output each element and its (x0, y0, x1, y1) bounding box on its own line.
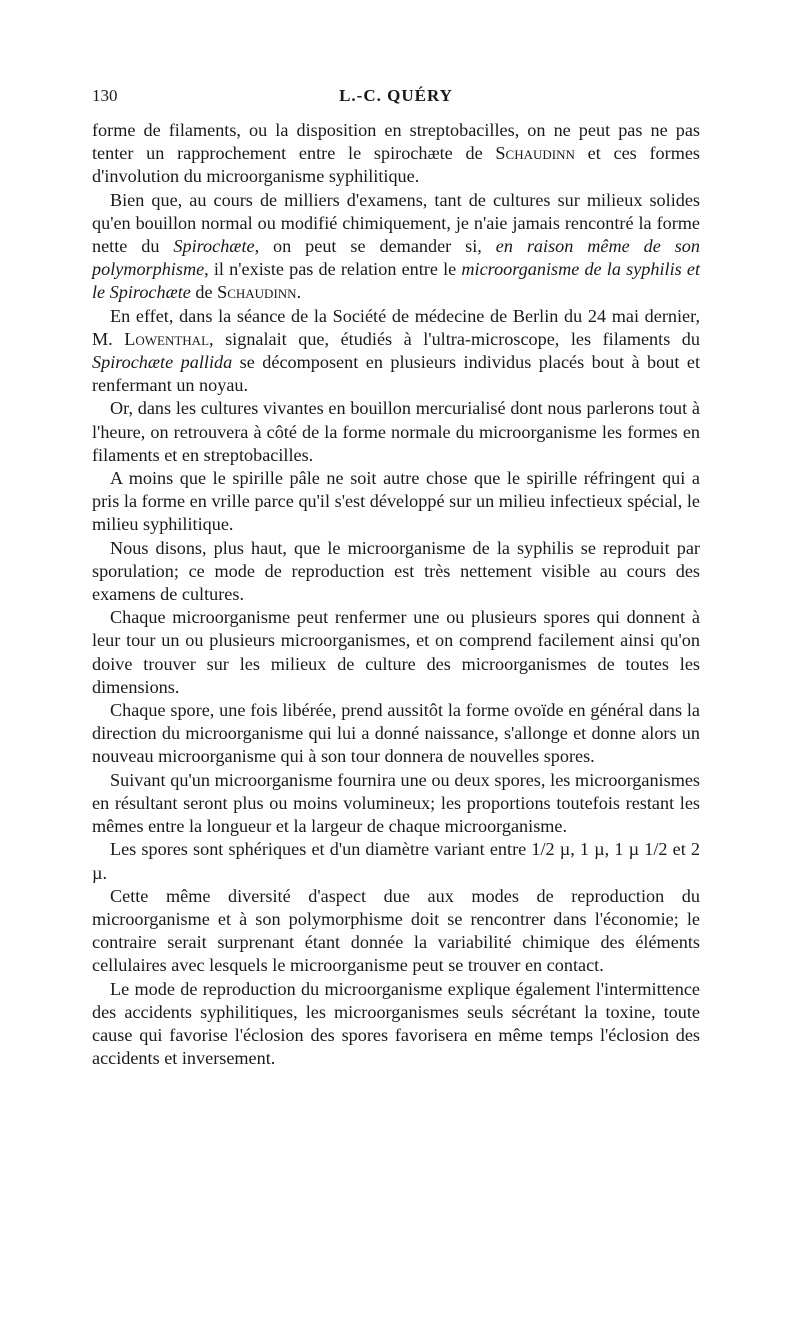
paragraph (92, 769, 700, 839)
paragraph (92, 978, 700, 1071)
italic-text: Spirochæte pallida (92, 352, 233, 373)
text-run: Cette même diversité d'aspect due aux modes de reproduction du microorganisme et à son polymorphisme doit se rencontrer dans l'économie; le contraire serait surprenant étant donnée la variabilité chimique des éléments cellulaires avec lesquels le microorganisme peut se trouver en contact. (92, 885, 700, 976)
paragraph (92, 467, 700, 537)
text-run: , on peut se demander si, (254, 236, 496, 257)
text-run: Or, dans les cultures vivantes en bouillon mercurialisé dont nous parlerons tout à l'heure, on retrouvera à côté de la forme normale du microorganisme les formes en filaments et en streptobacilles. (92, 398, 700, 465)
paragraph (92, 305, 700, 398)
text-run: forme de filaments, ou la disposition en streptobacilles, on ne peut pas ne pas tenter un rapprochement entre le spirochæte de (92, 120, 700, 164)
text-run: Suivant qu'un microorganisme fournira une ou deux spores, les microorganismes en résultant seront plus ou moins volumineux; les proportions toutefois restant les mêmes entre la longueur et la largeur de chaque microorganisme. (92, 769, 700, 837)
paragraph (92, 189, 700, 305)
page-number: 130 (92, 86, 118, 105)
body-text (92, 119, 700, 1070)
text-run: A moins que le spirille pâle ne soit autre chose que le spirille réfringent qui a pris la forme en vrille parce qu'il s'est développé sur un milieu infectieux spécial, le milieu syphilitique. (92, 468, 700, 535)
italic-text: en raison même de son polymorphisme (92, 236, 700, 280)
text-run: et ces formes d'involution du microorganisme syphilitique. (92, 143, 700, 187)
text-run: , il n'existe pas de relation entre le (204, 259, 462, 280)
paragraph (92, 606, 700, 699)
text-run: se décomposent en plusieurs individus placés bout à bout et renfermant un noyau. (92, 352, 700, 396)
small-caps-name: Schaudinn (217, 282, 297, 303)
text-run: , signalait que, étudiés à l'ultra-microscope, les filaments du (209, 328, 700, 349)
page-header (92, 86, 700, 110)
text-run: En effet, dans la séance de la Société de médecine de Berlin du 24 mai dernier, M. (92, 305, 700, 349)
text-run: Le mode de reproduction du microorganisme explique également l'intermittence des accidents syphilitiques, les microorganismes seuls sécrétant la toxine, toute cause qui favorise l'éclosion des spores favorisera en même temps l'éclosion des accidents et inversement. (92, 978, 700, 1069)
paragraph (92, 397, 700, 467)
text-run: de (190, 282, 218, 303)
text-run: Les spores sont sphériques et d'un diamètre variant entre 1/2 µ, 1 µ, 1 µ 1/2 et 2 µ. (92, 839, 700, 883)
paragraph (92, 699, 700, 769)
text-run: Bien que, au cours de milliers d'examens, tant de cultures sur milieux solides qu'en bouillon normal ou modifié chimiquement, je n'aie jamais rencontré la forme nette du (92, 189, 700, 257)
paragraph (92, 537, 700, 607)
small-caps-name: Schaudinn (495, 143, 575, 164)
small-caps-name: Lowenthal (124, 328, 210, 349)
paragraph (92, 885, 700, 978)
text-run: Chaque microorganisme peut renfermer une ou plusieurs spores qui donnent à leur tour un ou plusieurs microorganismes, et on comprend facilement ainsi qu'on doive trouver sur les milieux de culture des microorganismes de toutes les dimensions. (92, 607, 700, 697)
running-head: L.-C. QUÉRY (339, 86, 453, 105)
italic-text: microorganisme de la syphilis et le Spirochæte (92, 259, 700, 303)
text-run: Chaque spore, une fois libérée, prend aussitôt la forme ovoïde en général dans la direction du microorganisme qui lui a donné naissance, s'allonge et donne alors un nouveau microorganisme qui à son tour donnera de nouvelles spores. (92, 700, 700, 767)
paragraph (92, 838, 700, 884)
text-run: Nous disons, plus haut, que le microorganisme de la syphilis se reproduit par sporulation; ce mode de reproduction est très nettement visible au cours des examens de cultures. (92, 537, 700, 605)
text-run: . (296, 282, 302, 303)
paragraph (92, 119, 700, 189)
italic-text: Spirochæte (173, 236, 255, 257)
